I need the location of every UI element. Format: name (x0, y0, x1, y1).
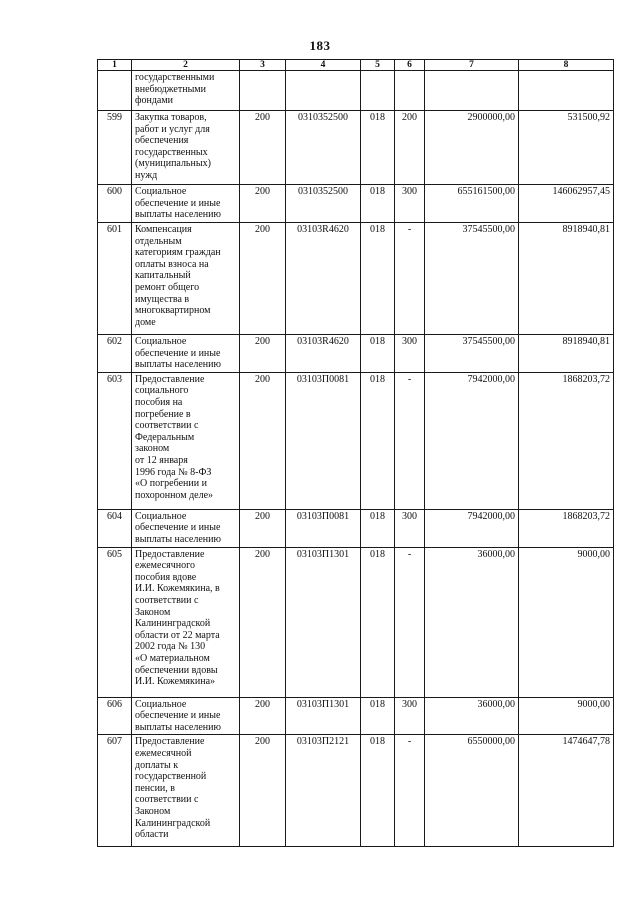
table-row (98, 223, 614, 335)
table-header-row (98, 60, 614, 71)
row-name (132, 223, 240, 335)
row-name-text: Социальное обеспечение и иные выплаты населению (135, 698, 221, 733)
row-gr (240, 71, 286, 111)
row-number: 603 (98, 372, 132, 509)
row-name (132, 111, 240, 185)
budget-table (97, 59, 614, 847)
row-name-text: Предоставление ежемесячной доплаты к государственной пенсии, в соответствии с Законом Калининградской области (135, 736, 211, 841)
row-csr: 03103П2121 (286, 735, 361, 847)
row-gr: 200 (240, 509, 286, 547)
row-sub: - (395, 223, 425, 335)
row-plan: 36000,00 (425, 697, 519, 735)
row-vr (361, 71, 395, 111)
row-vr: 018 (361, 735, 395, 847)
row-fact: 8918940,81 (519, 223, 614, 335)
row-sub: - (395, 372, 425, 509)
row-plan: 2900000,00 (425, 111, 519, 185)
row-gr: 200 (240, 735, 286, 847)
row-number: 601 (98, 223, 132, 335)
column-header-8: 8 (519, 60, 614, 71)
row-csr: 03103П1301 (286, 697, 361, 735)
column-header-7: 7 (425, 60, 519, 71)
row-sub: 300 (395, 335, 425, 373)
row-name (132, 185, 240, 223)
row-gr: 200 (240, 185, 286, 223)
row-csr: 03103R4620 (286, 335, 361, 373)
row-plan: 6550000,00 (425, 735, 519, 847)
row-gr: 200 (240, 111, 286, 185)
row-plan: 7942000,00 (425, 509, 519, 547)
row-name-text: Социальное обеспечение и иные выплаты населению (135, 510, 221, 545)
row-number: 604 (98, 509, 132, 547)
table-row (98, 372, 614, 509)
row-number: 606 (98, 697, 132, 735)
row-vr: 018 (361, 223, 395, 335)
row-name-text: государственными внебюджетными фондами (135, 72, 215, 107)
row-sub: - (395, 735, 425, 847)
row-gr: 200 (240, 547, 286, 697)
row-number: 607 (98, 735, 132, 847)
row-number: 605 (98, 547, 132, 697)
row-name (132, 697, 240, 735)
column-header-4: 4 (286, 60, 361, 71)
row-fact: 1474647,78 (519, 735, 614, 847)
column-header-5: 5 (361, 60, 395, 71)
row-name (132, 735, 240, 847)
row-name-text: Предоставление социального пособия на погребение в соответствии с Федеральным законом от 12 января 1996 года № 8-ФЗ «О погребении и похоронном деле» (135, 373, 214, 501)
row-sub: 300 (395, 697, 425, 735)
row-vr: 018 (361, 697, 395, 735)
row-number (98, 71, 132, 111)
row-name-text: Социальное обеспечение и иные выплаты населению (135, 336, 221, 371)
row-name (132, 71, 240, 111)
table-row (98, 697, 614, 735)
row-sub: 300 (395, 509, 425, 547)
row-fact: 8918940,81 (519, 335, 614, 373)
row-csr: 03103П1301 (286, 547, 361, 697)
row-name (132, 547, 240, 697)
row-number: 602 (98, 335, 132, 373)
row-name-text: Компенсация отдельным категориям граждан оплаты взноса на капитальный ремонт общего имущества в многоквартирном доме (135, 224, 221, 328)
row-plan (425, 71, 519, 111)
table-row (98, 735, 614, 847)
row-gr: 200 (240, 335, 286, 373)
row-name (132, 335, 240, 373)
page-number: 183 (309, 38, 331, 53)
row-name-text: Предоставление ежемесячного пособия вдове И.И. Кожемякина, в соответствии с Законом Калининградской области от 22 марта 2002 года № 130 «О материальном обеспечении вдовы И.И. Кожемякина» (135, 548, 220, 688)
row-plan: 7942000,00 (425, 372, 519, 509)
row-vr: 018 (361, 185, 395, 223)
table-row (98, 185, 614, 223)
row-vr: 018 (361, 372, 395, 509)
row-sub: 300 (395, 185, 425, 223)
row-name-text: Закупка товаров, работ и услуг для обеспечения государственных (муниципальных) нужд (135, 112, 211, 181)
row-sub (395, 71, 425, 111)
row-csr (286, 71, 361, 111)
column-header-3: 3 (240, 60, 286, 71)
column-header-2: 2 (132, 60, 240, 71)
row-fact: 146062957,45 (519, 185, 614, 223)
row-fact: 9000,00 (519, 547, 614, 697)
row-sub: 200 (395, 111, 425, 185)
row-plan: 37545500,00 (425, 223, 519, 335)
table-row (98, 111, 614, 185)
row-csr: 03103П0081 (286, 509, 361, 547)
row-number: 600 (98, 185, 132, 223)
row-csr: 0310352500 (286, 185, 361, 223)
table-row (98, 509, 614, 547)
row-vr: 018 (361, 547, 395, 697)
table-row (98, 547, 614, 697)
row-vr: 018 (361, 111, 395, 185)
table-row (98, 71, 614, 111)
column-header-6: 6 (395, 60, 425, 71)
row-sub: - (395, 547, 425, 697)
row-gr: 200 (240, 372, 286, 509)
row-name-text: Социальное обеспечение и иные выплаты населению (135, 186, 221, 221)
row-csr: 03103R4620 (286, 223, 361, 335)
row-name (132, 372, 240, 509)
row-fact (519, 71, 614, 111)
row-fact: 9000,00 (519, 697, 614, 735)
row-number: 599 (98, 111, 132, 185)
row-gr: 200 (240, 223, 286, 335)
table-body (98, 71, 614, 847)
row-csr: 0310352500 (286, 111, 361, 185)
column-header-1: 1 (98, 60, 132, 71)
row-plan: 655161500,00 (425, 185, 519, 223)
row-fact: 531500,92 (519, 111, 614, 185)
table-row (98, 335, 614, 373)
row-fact: 1868203,72 (519, 509, 614, 547)
row-name (132, 509, 240, 547)
row-fact: 1868203,72 (519, 372, 614, 509)
row-plan: 36000,00 (425, 547, 519, 697)
row-gr: 200 (240, 697, 286, 735)
row-vr: 018 (361, 335, 395, 373)
row-vr: 018 (361, 509, 395, 547)
row-plan: 37545500,00 (425, 335, 519, 373)
row-csr: 03103П0081 (286, 372, 361, 509)
